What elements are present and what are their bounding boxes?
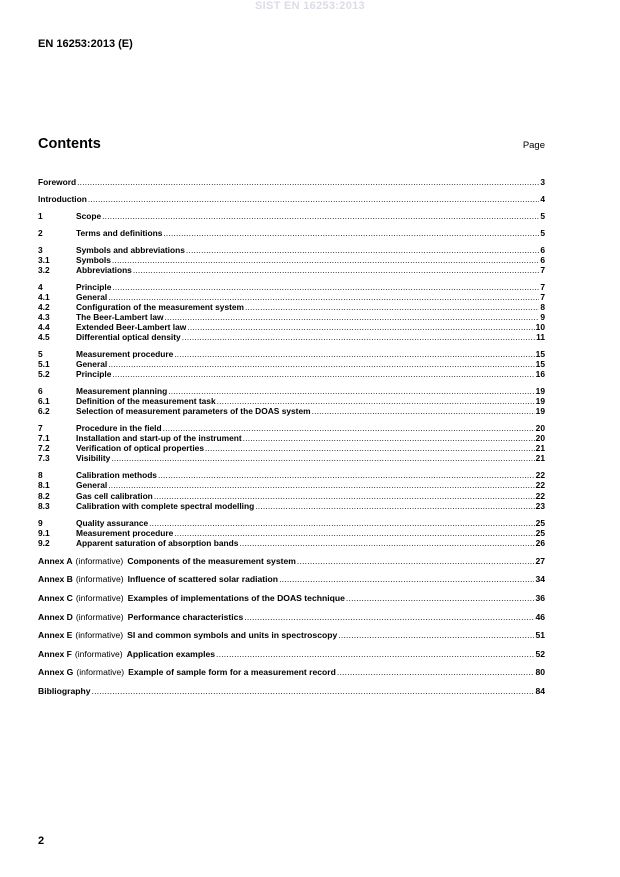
toc-entry-page: 20 bbox=[535, 423, 545, 434]
toc-entry[interactable] bbox=[38, 265, 545, 275]
annex-label: Annex B bbox=[38, 574, 73, 585]
toc-entry-title: Foreword bbox=[38, 177, 77, 187]
toc-entry[interactable] bbox=[38, 396, 545, 406]
toc-entry-title: Extended Beer-Lambert law bbox=[76, 322, 187, 333]
toc-entry[interactable] bbox=[38, 312, 545, 322]
toc-entry[interactable] bbox=[38, 491, 545, 501]
dot-leader bbox=[205, 443, 535, 453]
dot-leader bbox=[216, 645, 534, 664]
dot-leader bbox=[174, 528, 534, 538]
toc-entry-title: Verification of optical properties bbox=[76, 443, 204, 454]
dot-leader bbox=[239, 538, 534, 548]
annex-kind: (informative) bbox=[74, 648, 123, 659]
table-of-contents bbox=[38, 177, 545, 701]
annex-label: Annex D bbox=[38, 611, 73, 622]
toc-entry-number: 7.2 bbox=[38, 443, 50, 454]
toc-entry-title: Definition of the measurement task bbox=[76, 396, 216, 407]
toc-entry-number: 2 bbox=[38, 227, 43, 238]
annex-label: Annex G bbox=[38, 667, 74, 678]
dot-leader bbox=[108, 292, 539, 302]
toc-entry-page: 52 bbox=[535, 648, 545, 659]
dot-leader bbox=[112, 369, 534, 379]
toc-entry-page: 7 bbox=[540, 264, 545, 275]
toc-entry-page: 25 bbox=[535, 527, 545, 538]
annex-label: Annex A bbox=[38, 555, 73, 566]
toc-entry-page: 25 bbox=[535, 517, 545, 528]
toc-entry[interactable] bbox=[38, 518, 545, 528]
toc-entry-title: General bbox=[76, 291, 108, 302]
toc-entry-number: 9.2 bbox=[38, 537, 50, 548]
toc-entry-number: 3.2 bbox=[38, 264, 50, 275]
toc-entry-title: Visibility bbox=[76, 453, 111, 464]
toc-entry-title: SI and common symbols and units in spectroscopy bbox=[127, 630, 338, 641]
toc-entry-page: 51 bbox=[535, 630, 545, 641]
toc-entry-title: Installation and start-up of the instrument bbox=[76, 433, 242, 444]
toc-entry-page: 4 bbox=[540, 193, 545, 204]
document-id: EN 16253:2013 (E) bbox=[38, 38, 133, 50]
toc-entry-title: Components of the measurement system bbox=[127, 555, 296, 566]
toc-entry-page: 5 bbox=[540, 227, 545, 238]
toc-entry[interactable] bbox=[38, 423, 545, 433]
toc-entry-number: 6.2 bbox=[38, 406, 50, 417]
contents-title: Contents bbox=[38, 136, 101, 152]
toc-entry-title: Symbols bbox=[76, 254, 111, 265]
toc-entry[interactable] bbox=[38, 645, 545, 664]
dot-leader bbox=[297, 552, 535, 571]
toc-entry-page: 6 bbox=[540, 244, 545, 255]
toc-entry-page: 19 bbox=[535, 396, 545, 407]
toc-entry[interactable] bbox=[38, 538, 545, 548]
dot-leader bbox=[168, 386, 534, 396]
toc-entry-page: 15 bbox=[535, 349, 545, 359]
toc-entry-title: The Beer-Lambert law bbox=[76, 311, 164, 322]
toc-entry[interactable] bbox=[38, 501, 545, 511]
toc-entry[interactable] bbox=[38, 177, 545, 187]
toc-entry-title: Performance characteristics bbox=[127, 611, 244, 622]
toc-entry[interactable] bbox=[38, 302, 545, 312]
toc-entry-page: 20 bbox=[535, 433, 545, 444]
toc-entry-number: 3 bbox=[38, 244, 43, 255]
toc-entry-number: 8.3 bbox=[38, 500, 50, 511]
dot-leader bbox=[158, 470, 535, 480]
watermark: SIST EN 16253:2013 bbox=[255, 0, 365, 12]
annex-kind: (informative) bbox=[75, 592, 124, 603]
dot-leader bbox=[245, 302, 539, 312]
toc-entry-title: Calibration methods bbox=[76, 470, 157, 481]
toc-entry-page: 80 bbox=[535, 667, 545, 678]
toc-entry[interactable] bbox=[38, 359, 545, 369]
toc-entry-title: Influence of scattered solar radiation bbox=[127, 574, 279, 585]
toc-entry[interactable] bbox=[38, 528, 545, 538]
toc-entry-page: 3 bbox=[540, 177, 545, 187]
annex-kind: (informative) bbox=[75, 630, 124, 641]
annex-label: Annex E bbox=[38, 630, 73, 641]
toc-entry-number: 7.3 bbox=[38, 453, 50, 464]
toc-entry-title: Bibliography bbox=[38, 685, 91, 696]
toc-entry[interactable] bbox=[38, 589, 545, 608]
toc-entry-page: 21 bbox=[535, 443, 545, 454]
dot-leader bbox=[217, 396, 535, 406]
toc-entry-number: 1 bbox=[38, 210, 43, 221]
toc-entry-number: 4.4 bbox=[38, 322, 50, 333]
toc-entry[interactable] bbox=[38, 682, 545, 701]
toc-entry-number: 3.1 bbox=[38, 254, 50, 265]
toc-entry[interactable] bbox=[38, 626, 545, 645]
toc-entry[interactable] bbox=[38, 322, 545, 332]
toc-entry-title: Selection of measurement parameters of the DOAS system bbox=[76, 406, 311, 417]
toc-entry-title: General bbox=[76, 359, 108, 370]
toc-entry-number: 5 bbox=[38, 349, 43, 359]
toc-entry[interactable] bbox=[38, 332, 545, 342]
toc-entry-title: Scope bbox=[76, 210, 102, 221]
toc-entry-title: Differential optical density bbox=[76, 332, 181, 343]
dot-leader bbox=[88, 194, 539, 204]
dot-leader bbox=[108, 359, 534, 369]
toc-entry-number: 5.2 bbox=[38, 369, 50, 380]
toc-entry-title: Principle bbox=[76, 281, 112, 292]
page-number: 2 bbox=[38, 835, 45, 847]
toc-entry-page: 15 bbox=[535, 359, 545, 370]
toc-entry[interactable] bbox=[38, 453, 545, 463]
toc-entry-title: Abbreviations bbox=[76, 264, 132, 275]
dot-leader bbox=[108, 480, 534, 490]
toc-entry-page: 21 bbox=[535, 453, 545, 464]
toc-entry[interactable] bbox=[38, 194, 545, 204]
toc-entry-page: 84 bbox=[535, 685, 545, 696]
toc-entry-title: Configuration of the measurement system bbox=[76, 301, 244, 312]
dot-leader bbox=[163, 423, 535, 433]
toc-entry-number: 4 bbox=[38, 281, 43, 292]
toc-entry-page: 19 bbox=[535, 406, 545, 417]
dot-leader bbox=[154, 491, 535, 501]
dot-leader bbox=[149, 518, 535, 528]
toc-entry-page: 23 bbox=[535, 500, 545, 511]
annex-kind: (informative) bbox=[75, 555, 124, 566]
toc-entry-page: 7 bbox=[540, 281, 545, 292]
toc-entry-number: 8.1 bbox=[38, 480, 50, 491]
toc-entry[interactable] bbox=[38, 443, 545, 453]
dot-leader bbox=[244, 608, 534, 627]
toc-entry[interactable] bbox=[38, 433, 545, 443]
toc-entry-number: 7.1 bbox=[38, 433, 50, 444]
dot-leader bbox=[112, 282, 539, 292]
dot-leader bbox=[337, 663, 535, 682]
toc-entry-number: 4.5 bbox=[38, 332, 50, 343]
toc-entry-page: 16 bbox=[535, 369, 545, 380]
toc-entry-title: Measurement planning bbox=[76, 386, 168, 397]
dot-leader bbox=[279, 570, 534, 589]
dot-leader bbox=[102, 211, 539, 221]
toc-entry-title: Terms and definitions bbox=[76, 227, 163, 238]
toc-entry-title: Procedure in the field bbox=[76, 423, 162, 434]
dot-leader bbox=[77, 177, 539, 187]
toc-entry[interactable] bbox=[38, 211, 545, 221]
toc-entry[interactable] bbox=[38, 480, 545, 490]
toc-entry-number: 4.2 bbox=[38, 301, 50, 312]
dot-leader bbox=[187, 322, 534, 332]
toc-entry-page: 22 bbox=[535, 490, 545, 501]
toc-entry-page: 9 bbox=[540, 311, 545, 322]
toc-entry-page: 22 bbox=[535, 480, 545, 491]
toc-entry-number: 8.2 bbox=[38, 490, 50, 501]
annex-label: Annex F bbox=[38, 648, 72, 659]
dot-leader bbox=[182, 332, 535, 342]
toc-entry-title: Introduction bbox=[38, 193, 87, 204]
toc-entry-page: 34 bbox=[535, 574, 545, 585]
toc-entry-page: 46 bbox=[535, 611, 545, 622]
toc-entry-title: General bbox=[76, 480, 108, 491]
toc-entry-page: 36 bbox=[535, 592, 545, 603]
toc-entry[interactable] bbox=[38, 470, 545, 480]
toc-entry-title: Application examples bbox=[126, 648, 216, 659]
toc-entry[interactable] bbox=[38, 608, 545, 627]
toc-entry-title: Quality assurance bbox=[76, 517, 149, 528]
toc-entry[interactable] bbox=[38, 570, 545, 589]
toc-entry-page: 26 bbox=[535, 537, 545, 548]
toc-entry-page: 7 bbox=[540, 291, 545, 302]
toc-entry-number: 9.1 bbox=[38, 527, 50, 538]
dot-leader bbox=[255, 501, 534, 511]
toc-entry-title: Examples of implementations of the DOAS technique bbox=[127, 592, 345, 603]
toc-entry-number: 7 bbox=[38, 423, 43, 434]
toc-entry-title: Apparent saturation of absorption bands bbox=[76, 537, 239, 548]
annex-kind: (informative) bbox=[76, 667, 125, 678]
dot-leader bbox=[243, 433, 535, 443]
toc-entry-number: 9 bbox=[38, 517, 43, 528]
toc-entry[interactable] bbox=[38, 349, 545, 359]
toc-entry[interactable] bbox=[38, 386, 545, 396]
toc-entry-number: 8 bbox=[38, 470, 43, 481]
dot-leader bbox=[133, 265, 539, 275]
toc-entry[interactable] bbox=[38, 228, 545, 238]
dot-leader bbox=[312, 406, 535, 416]
toc-entry[interactable] bbox=[38, 245, 545, 255]
toc-entry-number: 6.1 bbox=[38, 396, 50, 407]
toc-entry-number: 6 bbox=[38, 386, 43, 397]
toc-entry-page: 10 bbox=[535, 322, 545, 333]
toc-entry-number: 4.3 bbox=[38, 311, 50, 322]
dot-leader bbox=[112, 255, 539, 265]
toc-entry-title: Measurement procedure bbox=[76, 527, 174, 538]
annex-kind: (informative) bbox=[75, 574, 124, 585]
dot-leader bbox=[92, 682, 535, 701]
toc-entry-title: Example of sample form for a measurement record bbox=[128, 667, 336, 678]
annex-kind: (informative) bbox=[75, 611, 124, 622]
toc-entry-number: 5.1 bbox=[38, 359, 50, 370]
annex-label: Annex C bbox=[38, 592, 73, 603]
toc-entry-page: 22 bbox=[535, 470, 545, 481]
toc-entry[interactable] bbox=[38, 255, 545, 265]
dot-leader bbox=[346, 589, 535, 608]
toc-entry-page: 5 bbox=[540, 210, 545, 221]
toc-entry-title: Gas cell calibration bbox=[76, 490, 153, 501]
toc-entry-title: Principle bbox=[76, 369, 112, 380]
toc-entry-title: Symbols and abbreviations bbox=[76, 244, 185, 255]
toc-entry-page: 6 bbox=[540, 254, 545, 265]
toc-entry-page: 19 bbox=[535, 386, 545, 397]
dot-leader bbox=[174, 349, 534, 359]
toc-entry[interactable] bbox=[38, 292, 545, 302]
toc-entry[interactable] bbox=[38, 369, 545, 379]
toc-entry-title: Measurement procedure bbox=[76, 349, 174, 359]
dot-leader bbox=[111, 453, 534, 463]
dot-leader bbox=[338, 626, 534, 645]
toc-entry-page: 27 bbox=[535, 555, 545, 566]
dot-leader bbox=[163, 228, 539, 238]
dot-leader bbox=[165, 312, 540, 322]
page-column-label: Page bbox=[522, 140, 545, 151]
toc-entry[interactable] bbox=[38, 552, 545, 571]
toc-entry[interactable] bbox=[38, 406, 545, 416]
toc-entry-title: Calibration with complete spectral modelling bbox=[76, 500, 255, 511]
toc-entry-page: 11 bbox=[536, 332, 545, 343]
toc-entry[interactable] bbox=[38, 282, 545, 292]
toc-entry-number: 4.1 bbox=[38, 291, 50, 302]
dot-leader bbox=[186, 245, 539, 255]
toc-entry[interactable] bbox=[38, 663, 545, 682]
toc-entry-page: 8 bbox=[540, 301, 545, 312]
